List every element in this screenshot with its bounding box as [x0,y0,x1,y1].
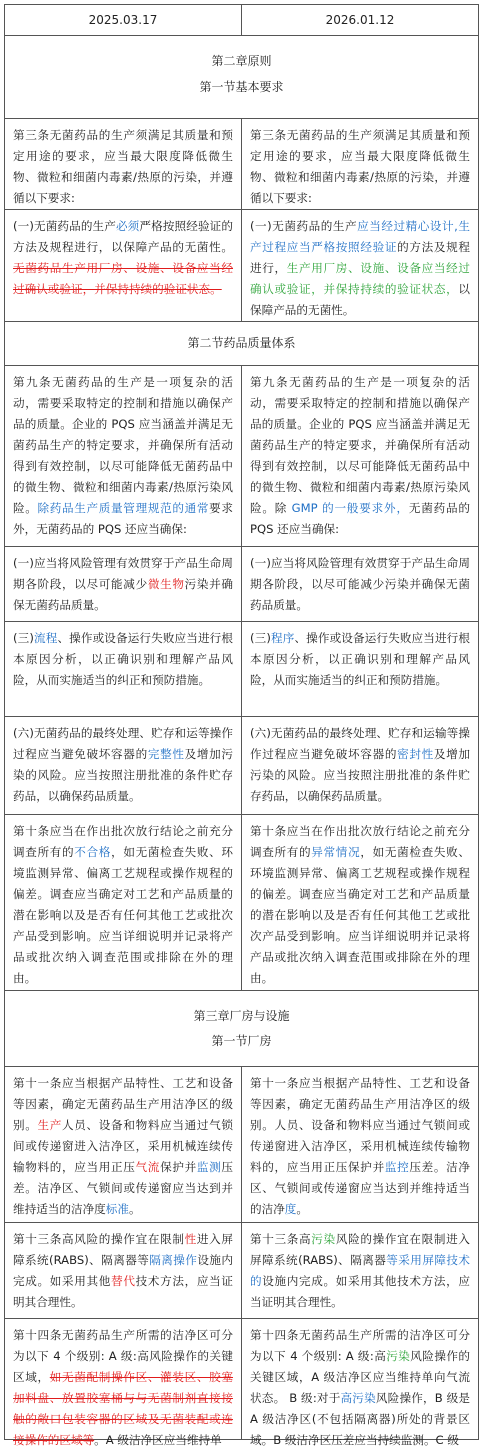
marked-text-segment: 气流 [135,1160,161,1174]
text-segment: (一)应当将风险管理有效贯穿于产品生命周期各阶段，以尽可能减少污染并确保无菌药品质量。 [250,556,470,612]
new-text-cell [242,1319,478,1447]
marked-text-segment: 生产过程应当严格按照经验证 [250,219,470,254]
text-segment: 设施内完成。如采用其他 [13,1253,233,1288]
text-segment: 以保障产品的无菌性。 [250,282,470,317]
text-segment: 第三条无菌药品的生产须满足其质量和预定用途的要求，应当最大限度降低微生物、微粒和细菌内毒素/热原的污染，并遵循以下要求: [13,128,233,205]
text-segment: 的方法及规程进行， [250,240,470,275]
new-text-cell [242,119,478,209]
chapter-heading [5,991,478,1067]
marked-text-segment: 污染 [386,1349,411,1363]
section-title: 第二节药品质量体系 [187,336,296,350]
marked-text-segment: 除药品生产质量管理规范的通常 [37,501,210,515]
text-segment: 设施内完成。如采用其他技术方法，应当证明其合理性。 [250,1274,470,1309]
section-title: 第一节基本要求 [199,80,284,94]
old-text-cell [5,717,242,814]
new-text-cell [242,1223,478,1318]
marked-text-segment: 标准 [105,1202,129,1216]
text-segment: 风险的操作宜在限制进入屏障系统(RABS)、隔离器 [250,1232,470,1267]
marked-text-segment: 性 [184,1232,197,1246]
marked-text-segment: 微生物 [147,577,185,591]
marked-text-segment: 无菌药品生产用厂房、设施、设备应当经过确认或验证，并保持持续的验证状态。 [13,261,233,296]
text-segment: ，如无菌检查失败、环境监测异常、偏离工艺规程或操作规程的偏差。调查应当确定对工艺和产品质量的潜在影响以及是否有任何其他工艺或批次产品受到影响。应当详细说明并记录将产品或批次纳入调查范围或排除在外的理由。 [13,845,233,985]
marked-text-segment: 高污染 [340,1391,376,1405]
old-text-cell [5,815,242,990]
text-segment: 压差。洁净区、气锁间或传递窗应当达到并维持适当的洁净 [250,1160,470,1216]
section-heading [5,322,478,366]
marked-text-segment: 监测 [196,1160,222,1174]
text-segment: 压差。洁净区、气锁间或传递窗应当达到并维持适当的洁净度 [13,1160,233,1216]
text-segment: 进入屏障系统(RABS)、隔离器等 [13,1232,233,1267]
text-segment: 。 [128,1202,141,1216]
text-segment: 、操作或设备运行失败应当进行根本原因分析，以正确识别和理解产品风险，从而实施适当的纠正和预防措施。 [250,631,470,687]
text-segment: 风险操作的关键区域，A 级洁净区应当维持单向气流状态。 B 级:对于 [250,1349,470,1405]
marked-text-segment: GMP 的一般要求外， [291,501,409,515]
old-text-cell [5,622,242,716]
table-row [5,119,478,210]
old-text-cell [5,1319,242,1447]
new-text-cell [242,717,478,814]
text-segment: 污染并确保无菌药品质量。 [13,577,233,612]
new-text-cell [242,1067,478,1222]
old-text-cell [5,1067,242,1222]
table-row [5,622,478,717]
new-text-cell [242,210,478,321]
chapter-heading [5,36,478,119]
table-header [5,5,478,36]
marked-text-segment: 不合格 [74,845,112,859]
text-segment: 第十四条无菌药品生产所需的洁净区可分为以下 4 个级别: A 级:高 [250,1328,470,1363]
text-segment: 要求外，无菌药品的 PQS 还应当确保: [13,501,233,536]
text-segment: 第十条应当在作出批次放行结论之前充分调查所有的 [250,824,470,859]
old-text-cell [5,547,242,621]
text-segment: 。A 级洁净区应当维持单 [94,1433,222,1447]
text-segment: 技术方法，应当证明其合理性。 [13,1274,233,1309]
section-title: 第一节厂房 [211,1034,272,1048]
marked-text-segment: 生产用厂房、设施、设备应当经过确认或验证，并保持持续的验证状态， [250,261,470,296]
marked-text-segment: 生产 [37,1118,63,1132]
marked-text-segment: 应当经过精心设计, [357,219,458,233]
text-segment: 第十一条应当根据产品特性、工艺和设备等因素，确定无菌药品生产用洁净区的级别。 [13,1076,233,1132]
text-segment: 风险操作，B 级是 A 级洁净区(不包括隔离器)所处的背景区域。B 级洁净区压差应当持续监测。C 级 [250,1391,471,1447]
marked-text-segment: 污染 [311,1232,336,1246]
table-row [5,717,478,815]
text-segment: 、操作或设备运行失败应当进行根本原因分析，以正确识别和理解产品风险，从而实施适当的纠正和预防措施。 [13,631,233,687]
text-segment: 第三条无菌药品的生产须满足其质量和预定用途的要求，应当最大限度降低微生物、微粒和细菌内毒素/热原的污染，并遵循以下要求: [250,128,470,205]
table-row [5,1223,478,1319]
text-segment: (六)无菌药品的最终处理、贮存和运等操作过程应当避免破坏容器的 [13,726,233,761]
text-segment: (一)无菌药品的生产 [250,219,358,233]
text-segment: 第十三条高 [250,1232,312,1246]
marked-text-segment: 等采用屏障技术的 [250,1253,470,1288]
text-segment: 第十一条应当根据产品特性、工艺和设备等因素，确定无菌药品生产用洁净区的级别。人员、设备和物料应当通过气锁间或传递窗进入洁净区，采用机械连续传输物料的，应当用正压保护并 [250,1076,470,1174]
marked-text-segment: 完整性 [147,747,185,761]
marked-text-segment: 异常情况 [311,845,361,859]
text-segment: 人员、设备和物料应当通过气锁间或传递窗进入洁净区，采用机械连续传输物料的，应当用正压 [13,1118,233,1174]
marked-text-segment: 度 [284,1202,297,1216]
text-segment: (一)无菌药品的生产 [13,219,116,233]
table-row [5,815,478,991]
table-row [5,1319,478,1447]
old-text-cell [5,119,242,209]
marked-text-segment: 隔离操作 [149,1253,198,1267]
text-segment: 保护并 [160,1160,197,1174]
marked-text-segment: 如无菌配制操作区、灌装区、胶塞加料盘、放置胶塞桶与与无菌制剂直接接触的敞口包装容器的区域及无菌装配或连接操作的区域等 [13,1370,233,1447]
old-text-cell [5,366,242,546]
text-segment: 第十条应当在作出批次放行结论之前充分调查所有的 [13,824,233,859]
new-text-cell [242,366,478,546]
old-text-cell [5,1223,242,1318]
text-segment: 及增加污染的风险。应当按照注册批准的条件贮存药品，以确保药品质量。 [250,747,470,803]
text-segment: (三) [13,631,34,645]
old-text-cell [5,210,242,321]
text-segment: ，如无菌检查失败、环境监测异常、偏离工艺规程或操作规程的偏差。调查应当确定对工艺和产品质量的潜在影响以及是否有任何其他工艺或批次产品受到影响。应当详细说明并记录将产品或批次纳入调查范围或排除在外的理由。 [250,845,470,985]
comparison-table [4,4,479,1447]
marked-text-segment: 密封性 [397,747,434,761]
text-segment: 第九条无菌药品的生产是一项复杂的活动，需要采取特定的控制和措施以确保产品的质量。企业的 PQS 应当涵盖并满足无菌药品生产的特定要求，并确保所有活动得到有效控制，以尽可能降低无菌药品中的微生物、微粒和细菌内毒素/热原污染风险。 [13,375,233,515]
table-row [5,210,478,322]
new-text-cell [242,815,478,990]
new-text-cell [242,547,478,621]
chapter-title: 第二章原则 [211,54,272,68]
header-new-version: 2026.01.12 [325,13,395,27]
text-segment: (三) [250,631,271,645]
table-row [5,366,478,547]
text-segment: 第九条无菌药品的生产是一项复杂的活动，需要采取特定的控制和措施以确保产品的质量。企业的 PQS 应当涵盖并满足无菌药品生产的特定要求，并确保所有活动得到有效控制，以尽可能降低无菌药品中的微生物、微粒和细菌内毒素/热原污染风险。除 [250,375,470,515]
marked-text-segment: 替代 [111,1274,136,1288]
text-segment: 。 [296,1202,309,1216]
marked-text-segment: 程序 [270,631,295,645]
text-segment: (六)无菌药品的最终处理、贮存和运输等操作过程应当避免破坏容器的 [250,726,470,761]
marked-text-segment: 必须 [115,219,140,233]
header-old-version: 2025.03.17 [5,5,242,35]
text-segment: 第十三条高风险的操作宜在限制 [13,1232,185,1246]
chapter-title: 第三章厂房与设施 [193,1009,290,1023]
table-row [5,1067,478,1223]
text-segment: (一)应当将风险管理有效贯穿于产品生命周期各阶段，以尽可能减少 [13,556,233,591]
text-segment: 无菌药品的 PQS 还应当确保: [250,501,470,536]
text-segment: 及增加污染的风险。应当按照注册批准的条件贮存药品，以确保药品质量。 [13,747,233,803]
marked-text-segment: 流程 [33,631,58,645]
marked-text-segment: 监控 [384,1160,410,1174]
text-segment: 严格按照经验证的方法及规程进行，以保障产品的无菌性。 [13,219,233,254]
text-segment: 第十四条无菌药品生产所需的洁净区可分为以下 4 个级别: A 级:高风险操作的关键区域， [13,1328,233,1384]
table-row [5,547,478,622]
new-text-cell [242,622,478,716]
